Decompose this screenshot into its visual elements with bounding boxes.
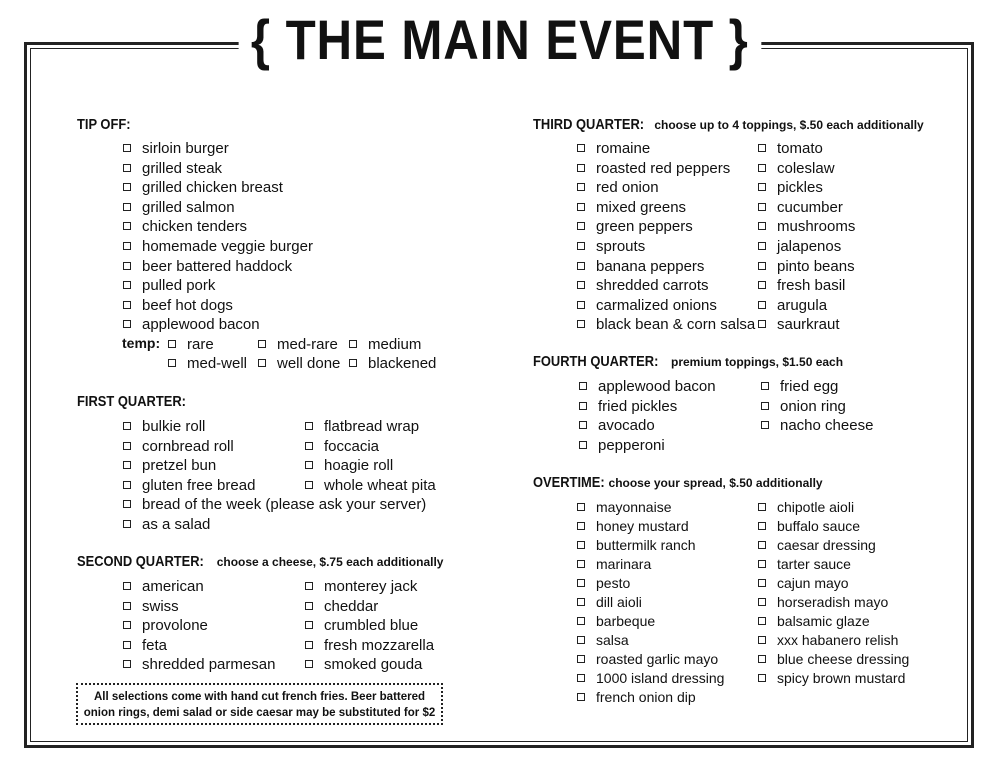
option-label: onion ring: [780, 397, 846, 415]
checkbox-icon[interactable]: [577, 503, 585, 511]
menu-option[interactable]: [577, 517, 689, 536]
checkbox-icon[interactable]: [123, 222, 131, 230]
checkbox-icon[interactable]: [577, 636, 585, 644]
option-label: med-rare: [277, 336, 338, 353]
option-label: med-well: [187, 355, 248, 372]
menu-option[interactable]: [577, 498, 672, 517]
option-label: gluten free bread: [142, 476, 256, 494]
option-label: nacho cheese: [780, 417, 874, 435]
menu-option[interactable]: [577, 198, 686, 217]
option-label: provolone: [142, 617, 208, 635]
checkbox-icon[interactable]: [761, 382, 769, 390]
checkbox-icon[interactable]: [123, 621, 131, 629]
menu-option[interactable]: [123, 417, 205, 436]
menu-option[interactable]: [761, 377, 838, 396]
option-label: blue cheese dressing: [777, 651, 910, 667]
option-label: pepperoni: [598, 436, 665, 454]
menu-option[interactable]: [579, 436, 665, 455]
option-label: arugula: [777, 296, 828, 314]
menu-option[interactable]: [258, 354, 340, 373]
menu-option[interactable]: [758, 593, 888, 612]
option-label: bulkie roll: [142, 418, 206, 435]
menu-option[interactable]: [577, 178, 659, 197]
menu-option[interactable]: [123, 655, 275, 674]
checkbox-icon[interactable]: [577, 222, 585, 230]
menu-option[interactable]: [123, 577, 204, 596]
menu-option[interactable]: [305, 597, 378, 616]
option-label: romaine: [596, 140, 651, 157]
menu-option[interactable]: [577, 574, 630, 593]
checkbox-icon[interactable]: [758, 617, 766, 625]
menu-option[interactable]: [758, 276, 845, 295]
menu-option[interactable]: [305, 616, 418, 635]
checkbox-icon[interactable]: [577, 655, 585, 663]
option-label: spicy brown mustard: [777, 670, 906, 686]
menu-option[interactable]: [305, 417, 419, 436]
option-label: tomato: [777, 140, 823, 157]
menu-option[interactable]: [123, 495, 426, 514]
menu-option[interactable]: [577, 217, 693, 236]
menu-option[interactable]: [577, 237, 645, 256]
menu-option[interactable]: [123, 217, 247, 236]
checkbox-icon[interactable]: [579, 441, 587, 449]
option-label: fried egg: [780, 378, 839, 395]
menu-option[interactable]: [758, 555, 851, 574]
checkbox-icon[interactable]: [577, 262, 585, 270]
menu-option[interactable]: [579, 377, 716, 396]
checkbox-icon[interactable]: [758, 144, 766, 152]
option-label: bread of the week (please ask your server): [142, 496, 427, 513]
section-tip-off: [77, 116, 139, 134]
menu-option[interactable]: [305, 456, 393, 475]
menu-option[interactable]: [123, 139, 229, 158]
option-label: feta: [142, 636, 168, 654]
option-label: applewood bacon: [142, 316, 260, 334]
option-label: chicken tenders: [142, 218, 248, 236]
menu-option[interactable]: [577, 257, 704, 276]
menu-option[interactable]: [758, 574, 849, 593]
section-note: choose a cheese, $.75 each additionally: [216, 555, 444, 569]
checkbox-icon[interactable]: [758, 203, 766, 211]
menu-option[interactable]: [579, 397, 677, 416]
option-label: saurkraut: [777, 316, 840, 334]
checkbox-icon[interactable]: [758, 522, 766, 530]
checkbox-icon[interactable]: [577, 164, 585, 172]
checkbox-icon[interactable]: [577, 183, 585, 191]
menu-option[interactable]: [305, 437, 379, 456]
menu-option[interactable]: [123, 159, 222, 178]
option-label: shredded carrots: [596, 277, 709, 295]
option-label: salsa: [596, 632, 629, 648]
option-label: cornbread roll: [142, 437, 234, 455]
menu-option[interactable]: [579, 416, 655, 435]
menu-option[interactable]: [123, 296, 233, 315]
menu-option[interactable]: [123, 437, 234, 456]
option-label: medium: [368, 336, 422, 353]
option-label: pinto beans: [777, 257, 855, 275]
menu-option[interactable]: [123, 315, 260, 334]
checkbox-icon[interactable]: [758, 262, 766, 270]
option-label: flatbread wrap: [324, 418, 420, 435]
checkbox-icon[interactable]: [758, 636, 766, 644]
option-label: pickles: [777, 179, 823, 197]
menu-option[interactable]: [349, 335, 421, 354]
checkbox-icon[interactable]: [349, 359, 357, 367]
menu-option[interactable]: [258, 335, 338, 354]
checkbox-icon[interactable]: [758, 301, 766, 309]
menu-option[interactable]: [305, 655, 422, 674]
menu-option[interactable]: [761, 397, 846, 416]
checkbox-icon[interactable]: [305, 582, 313, 590]
checkbox-icon[interactable]: [123, 481, 131, 489]
menu-option[interactable]: [577, 631, 629, 650]
menu-option[interactable]: [349, 354, 436, 373]
menu-option[interactable]: [758, 257, 855, 276]
section-note: choose your spread, $.50 additionally: [608, 476, 823, 490]
checkbox-icon[interactable]: [758, 598, 766, 606]
menu-option[interactable]: [577, 139, 650, 158]
option-label: tarter sauce: [777, 556, 851, 572]
menu-option[interactable]: [123, 276, 215, 295]
option-label: homemade veggie burger: [142, 238, 313, 255]
menu-option[interactable]: [758, 650, 909, 669]
option-label: as a salad: [142, 516, 211, 533]
checkbox-icon[interactable]: [123, 641, 131, 649]
option-label: american: [142, 578, 204, 595]
option-label: cucumber: [777, 198, 843, 216]
checkbox-icon[interactable]: [758, 579, 766, 587]
section-fourth-quarter: [533, 353, 843, 371]
menu-option[interactable]: [758, 296, 827, 315]
section-note: choose up to 4 toppings, $.50 each additionally: [654, 118, 924, 132]
option-label: red onion: [596, 179, 659, 197]
option-label: sirloin burger: [142, 140, 229, 157]
checkbox-icon[interactable]: [305, 442, 313, 450]
menu-option[interactable]: [758, 198, 843, 217]
option-label: grilled steak: [142, 159, 223, 177]
option-label: fried pickles: [598, 397, 678, 415]
option-label: honey mustard: [596, 518, 689, 534]
checkbox-icon[interactable]: [123, 144, 131, 152]
option-label: hoagie roll: [324, 457, 394, 475]
checkbox-icon[interactable]: [577, 674, 585, 682]
option-label: jalapenos: [777, 238, 842, 255]
menu-option[interactable]: [123, 636, 167, 655]
option-label: roasted garlic mayo: [596, 651, 719, 667]
section-second-quarter: [77, 553, 443, 571]
option-label: barbeque: [596, 613, 656, 629]
checkbox-icon[interactable]: [305, 660, 313, 668]
menu-option[interactable]: [123, 616, 208, 635]
checkbox-icon[interactable]: [168, 340, 176, 348]
checkbox-icon[interactable]: [123, 320, 131, 328]
checkbox-icon[interactable]: [758, 222, 766, 230]
checkbox-icon[interactable]: [758, 281, 766, 289]
option-label: shredded parmesan: [142, 656, 276, 674]
checkbox-icon[interactable]: [577, 281, 585, 289]
checkbox-icon[interactable]: [761, 421, 769, 429]
option-label: well done: [277, 355, 341, 372]
checkbox-icon[interactable]: [758, 674, 766, 682]
menu-option[interactable]: [758, 178, 823, 197]
checkbox-icon[interactable]: [758, 183, 766, 191]
menu-option[interactable]: [123, 257, 292, 276]
menu-option[interactable]: [577, 536, 696, 555]
checkbox-icon[interactable]: [123, 520, 131, 528]
option-label: dill aioli: [596, 594, 642, 610]
checkbox-icon[interactable]: [123, 301, 131, 309]
checkbox-icon[interactable]: [305, 481, 313, 489]
menu-option[interactable]: [758, 517, 860, 536]
option-label: mixed greens: [596, 198, 687, 216]
option-label: black bean & corn salsa: [596, 316, 756, 334]
option-label: grilled salmon: [142, 198, 235, 216]
section-heading: OVERTIME:: [533, 474, 605, 491]
menu-option[interactable]: [123, 456, 216, 475]
option-label: green peppers: [596, 218, 693, 236]
menu-option[interactable]: [123, 237, 313, 256]
section-overtime: [533, 474, 823, 492]
section-heading: THIRD QUARTER:: [533, 116, 645, 133]
menu-option[interactable]: [577, 650, 718, 669]
menu-option[interactable]: [168, 335, 214, 354]
option-label: caesar dressing: [777, 537, 876, 553]
checkbox-icon[interactable]: [305, 461, 313, 469]
option-label: pulled pork: [142, 277, 216, 295]
checkbox-icon[interactable]: [577, 693, 585, 701]
checkbox-icon[interactable]: [758, 164, 766, 172]
menu-option[interactable]: [758, 612, 870, 631]
checkbox-icon[interactable]: [305, 641, 313, 649]
option-label: xxx habanero relish: [777, 632, 899, 648]
menu-option[interactable]: [758, 498, 854, 517]
checkbox-icon[interactable]: [758, 655, 766, 663]
option-label: chipotle aioli: [777, 499, 855, 515]
menu-option[interactable]: [577, 555, 651, 574]
checkbox-icon[interactable]: [758, 541, 766, 549]
checkbox-icon[interactable]: [305, 422, 313, 430]
checkbox-icon[interactable]: [577, 242, 585, 250]
option-label: cheddar: [324, 597, 379, 615]
checkbox-icon[interactable]: [577, 144, 585, 152]
menu-option[interactable]: [758, 669, 905, 688]
section-heading: FIRST QUARTER:: [77, 393, 186, 410]
option-label: grilled chicken breast: [142, 179, 283, 197]
menu-option[interactable]: [758, 159, 835, 178]
checkbox-icon[interactable]: [305, 621, 313, 629]
option-label: pesto: [596, 575, 631, 591]
menu-option[interactable]: [577, 315, 755, 334]
option-label: marinara: [596, 556, 652, 572]
option-label: foccacia: [324, 437, 380, 455]
menu-option[interactable]: [577, 276, 709, 295]
menu-option[interactable]: [758, 631, 898, 650]
checkbox-icon[interactable]: [579, 421, 587, 429]
option-label: pretzel bun: [142, 457, 217, 475]
checkbox-icon[interactable]: [758, 242, 766, 250]
option-label: balsamic glaze: [777, 613, 870, 629]
option-label: roasted red peppers: [596, 159, 731, 177]
menu-option[interactable]: [758, 536, 876, 555]
checkbox-icon[interactable]: [123, 183, 131, 191]
menu-option[interactable]: [123, 515, 210, 534]
option-label: fresh mozzarella: [324, 636, 435, 654]
checkbox-icon[interactable]: [577, 541, 585, 549]
option-label: avocado: [598, 417, 655, 435]
checkbox-icon[interactable]: [577, 301, 585, 309]
section-first-quarter: [77, 393, 204, 411]
checkbox-icon[interactable]: [577, 617, 585, 625]
checkbox-icon[interactable]: [349, 340, 357, 348]
option-label: mushrooms: [777, 218, 856, 236]
option-label: applewood bacon: [598, 378, 716, 395]
checkbox-icon[interactable]: [168, 359, 176, 367]
checkbox-icon[interactable]: [761, 402, 769, 410]
section-third-quarter: [533, 116, 924, 134]
checkbox-icon[interactable]: [123, 281, 131, 289]
menu-option[interactable]: [123, 597, 179, 616]
menu-option[interactable]: [123, 476, 255, 495]
option-label: blackened: [368, 355, 437, 372]
menu-option[interactable]: [168, 354, 247, 373]
checkbox-icon[interactable]: [579, 402, 587, 410]
option-label: beer battered haddock: [142, 257, 293, 275]
option-label: horseradish mayo: [777, 594, 889, 610]
menu-option[interactable]: [577, 593, 642, 612]
menu-title: { THE MAIN EVENT }: [239, 6, 761, 74]
menu-option[interactable]: [577, 612, 655, 631]
option-label: sprouts: [596, 238, 646, 255]
footnote-box: All selections come with hand cut french fries. Beer battered onion rings, demi salad or side caesar may be substituted for $2: [76, 683, 443, 725]
option-label: whole wheat pita: [324, 476, 436, 494]
checkbox-icon[interactable]: [577, 598, 585, 606]
menu-option[interactable]: [305, 577, 417, 596]
temp-label: temp:: [122, 335, 161, 351]
menu-option[interactable]: [305, 636, 434, 655]
option-label: crumbled blue: [324, 617, 419, 635]
checkbox-icon[interactable]: [577, 522, 585, 530]
option-label: carmalized onions: [596, 296, 717, 314]
title-container: [0, 6, 1000, 74]
option-label: fresh basil: [777, 277, 846, 295]
checkbox-icon[interactable]: [758, 503, 766, 511]
section-heading: TIP OFF:: [77, 116, 131, 133]
menu-option[interactable]: [305, 476, 436, 495]
checkbox-icon[interactable]: [123, 500, 131, 508]
menu-option[interactable]: [577, 159, 730, 178]
section-heading: FOURTH QUARTER:: [533, 353, 659, 370]
checkbox-icon[interactable]: [577, 560, 585, 568]
menu-option[interactable]: [123, 198, 235, 217]
section-note: premium toppings, $1.50 each: [671, 355, 844, 369]
checkbox-icon[interactable]: [258, 340, 266, 348]
option-label: mayonnaise: [596, 499, 672, 515]
option-label: smoked gouda: [324, 656, 423, 674]
option-label: rare: [187, 336, 214, 353]
checkbox-icon[interactable]: [123, 242, 131, 250]
checkbox-icon[interactable]: [577, 203, 585, 211]
checkbox-icon[interactable]: [123, 582, 131, 590]
checkbox-icon[interactable]: [258, 359, 266, 367]
menu-option[interactable]: [577, 688, 696, 707]
checkbox-icon[interactable]: [123, 262, 131, 270]
checkbox-icon[interactable]: [123, 602, 131, 610]
section-heading: SECOND QUARTER:: [77, 553, 204, 570]
checkbox-icon[interactable]: [123, 660, 131, 668]
menu-option[interactable]: [758, 139, 823, 158]
menu-option[interactable]: [761, 416, 873, 435]
checkbox-icon[interactable]: [123, 442, 131, 450]
checkbox-icon[interactable]: [758, 560, 766, 568]
option-label: coleslaw: [777, 159, 835, 177]
checkbox-icon[interactable]: [577, 579, 585, 587]
option-label: french onion dip: [596, 689, 696, 705]
menu-option[interactable]: [577, 296, 717, 315]
option-label: monterey jack: [324, 578, 418, 595]
checkbox-icon[interactable]: [123, 422, 131, 430]
option-label: cajun mayo: [777, 575, 849, 591]
checkbox-icon[interactable]: [577, 320, 585, 328]
checkbox-icon[interactable]: [579, 382, 587, 390]
menu-option[interactable]: [123, 178, 283, 197]
option-label: 1000 island dressing: [596, 670, 725, 686]
checkbox-icon[interactable]: [123, 203, 131, 211]
option-label: buffalo sauce: [777, 518, 861, 534]
menu-option[interactable]: [577, 669, 724, 688]
option-label: beef hot dogs: [142, 296, 233, 314]
menu-option[interactable]: [758, 315, 840, 334]
menu-option[interactable]: [758, 237, 841, 256]
option-label: buttermilk ranch: [596, 537, 696, 553]
checkbox-icon[interactable]: [305, 602, 313, 610]
option-label: swiss: [142, 597, 179, 615]
menu-option[interactable]: [758, 217, 855, 236]
checkbox-icon[interactable]: [123, 461, 131, 469]
option-label: banana peppers: [596, 257, 705, 275]
checkbox-icon[interactable]: [758, 320, 766, 328]
checkbox-icon[interactable]: [123, 164, 131, 172]
